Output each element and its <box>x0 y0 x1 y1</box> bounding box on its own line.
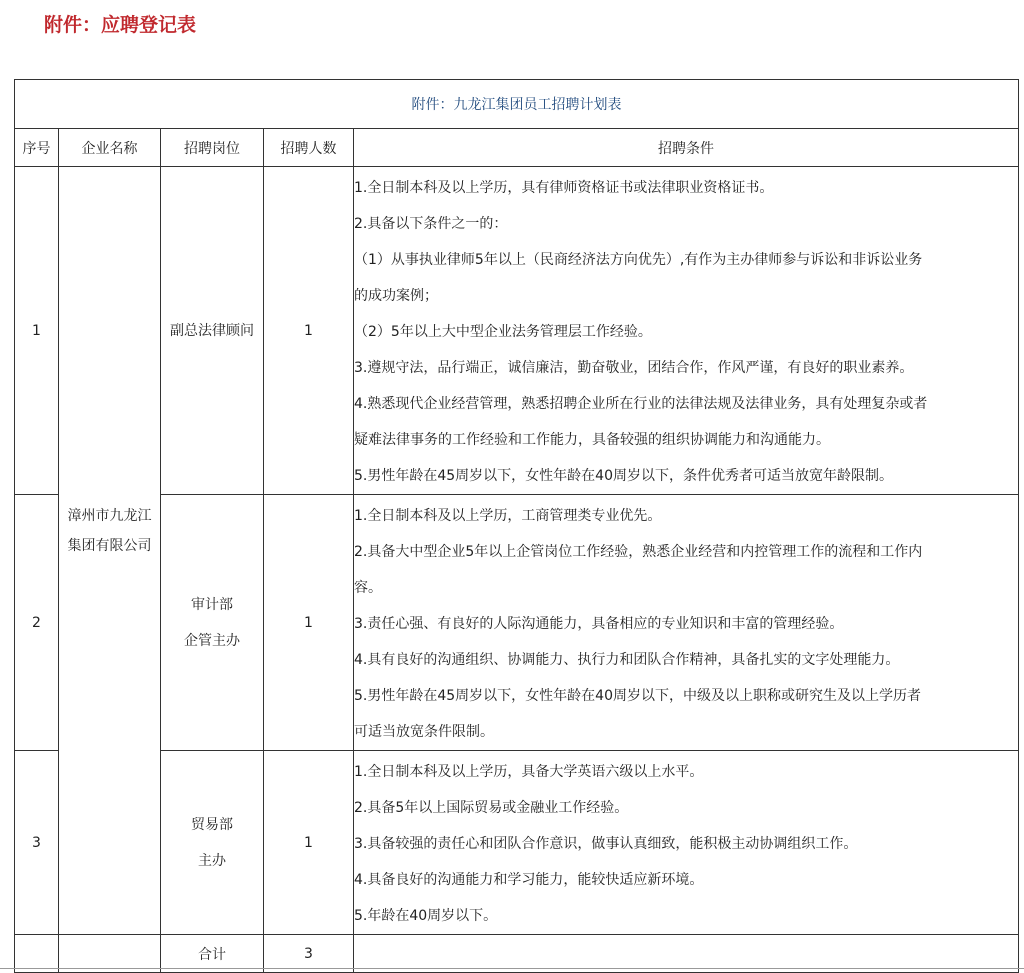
position-line: 副总法律顾问 <box>170 322 254 339</box>
company-name-line: 集团有限公司 <box>67 537 152 554</box>
condition-line: 1.全日制本科及以上学历，具备大学英语六级以上水平。 <box>354 764 704 780</box>
row-count: 1 <box>264 495 354 751</box>
header-position: 招聘岗位 <box>161 129 264 167</box>
condition-line: （1）从事执业律师5年以上（民商经济法方向优先）,有作为主办律师参与诉讼和非诉讼业务 <box>354 252 923 268</box>
condition-line: 2.具备大中型企业5年以上企管岗位工作经验，熟悉企业经营和内控管理工作的流程和工作内 <box>354 544 923 560</box>
table-row <box>15 495 1019 751</box>
table-row <box>15 751 1019 935</box>
condition-line: 3.具备较强的责任心和团队合作意识，做事认真细致，能积极主动协调组织工作。 <box>354 836 858 852</box>
table-header-row <box>15 129 1019 167</box>
attachment-title: 附件：应聘登记表 <box>44 14 197 36</box>
condition-line: 3.遵规守法，品行端正，诚信廉洁，勤奋敬业，团结合作，作风严谨，有良好的职业素养。 <box>354 360 914 376</box>
row-position <box>161 167 264 495</box>
row-position <box>161 751 264 935</box>
row-index: 3 <box>15 751 59 935</box>
total-conditions-empty <box>354 935 1019 973</box>
row-conditions <box>354 495 1019 751</box>
table-row <box>15 167 1019 495</box>
position-line: 企管主办 <box>184 632 240 649</box>
condition-line: 4.具备良好的沟通能力和学习能力，能较快适应新环境。 <box>354 872 704 888</box>
header-index: 序号 <box>15 129 59 167</box>
total-count: 3 <box>264 935 354 973</box>
position-line: 审计部 <box>191 596 233 613</box>
condition-line: 2.具备5年以上国际贸易或金融业工作经验。 <box>354 800 629 816</box>
header-conditions: 招聘条件 <box>354 129 1019 167</box>
condition-line: 4.具有良好的沟通组织、协调能力、执行力和团队合作精神，具备扎实的文字处理能力。 <box>354 652 900 668</box>
total-row <box>15 935 1019 973</box>
condition-line: 3.责任心强、有良好的人际沟通能力，具备相应的专业知识和丰富的管理经验。 <box>354 616 844 632</box>
row-conditions <box>354 167 1019 495</box>
position-line: 贸易部 <box>191 816 233 833</box>
header-company: 企业名称 <box>59 129 161 167</box>
condition-line: 1.全日制本科及以上学历，工商管理类专业优先。 <box>354 508 662 524</box>
row-count: 1 <box>264 167 354 495</box>
total-index-empty <box>15 935 59 973</box>
condition-line: 容。 <box>354 580 382 596</box>
company-name <box>59 167 161 935</box>
table-caption: 附件：九龙江集团员工招聘计划表 <box>15 80 1019 129</box>
condition-line: 可适当放宽条件限制。 <box>354 724 494 740</box>
condition-line: 5.男性年龄在45周岁以下，女性年龄在40周岁以下，条件优秀者可适当放宽年龄限制。 <box>354 468 893 484</box>
condition-line: 4.熟悉现代企业经营管理，熟悉招聘企业所在行业的法律法规及法律业务，具有处理复杂或者 <box>354 396 928 412</box>
condition-line: 5.男性年龄在45周岁以下，女性年龄在40周岁以下，中级及以上职称或研究生及以上学历者 <box>354 688 921 704</box>
page-bottom-divider <box>0 968 1024 969</box>
total-label: 合计 <box>161 935 264 973</box>
recruitment-plan-table <box>14 79 1019 973</box>
total-company-empty <box>59 935 161 973</box>
position-line: 主办 <box>198 852 226 869</box>
row-conditions <box>354 751 1019 935</box>
condition-line: 5.年龄在40周岁以下。 <box>354 908 498 924</box>
company-name-line: 漳州市九龙江 <box>67 507 152 524</box>
row-index: 1 <box>15 167 59 495</box>
condition-line: （2）5年以上大中型企业法务管理层工作经验。 <box>354 324 652 340</box>
row-count: 1 <box>264 751 354 935</box>
condition-line: 疑难法律事务的工作经验和工作能力，具备较强的组织协调能力和沟通能力。 <box>354 432 830 448</box>
condition-line: 1.全日制本科及以上学历，具有律师资格证书或法律职业资格证书。 <box>354 180 774 196</box>
condition-line: 2.具备以下条件之一的： <box>354 216 508 232</box>
condition-line: 的成功案例； <box>354 288 438 304</box>
row-index: 2 <box>15 495 59 751</box>
header-count: 招聘人数 <box>264 129 354 167</box>
row-position <box>161 495 264 751</box>
